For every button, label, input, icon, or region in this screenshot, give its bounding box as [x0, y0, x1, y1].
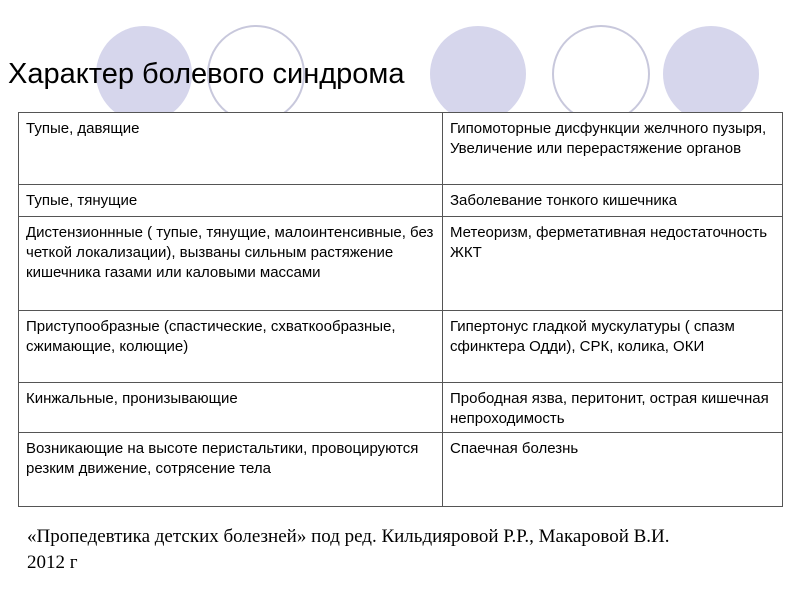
source-citation [27, 524, 670, 576]
pain-type-cell: Приступообразные (спастические, схваткообразные, сжимающие, колющие) [19, 311, 443, 383]
table-row [19, 113, 783, 185]
decor-circle-filled [663, 26, 759, 120]
table-row [19, 311, 783, 383]
table-row [19, 433, 783, 507]
decor-circle-filled [430, 26, 526, 120]
table-row [19, 217, 783, 311]
condition-cell: Гипомоторные дисфункции желчного пузыря, Увеличение или перерастяжение органов [443, 113, 783, 185]
citation-line-1: «Пропедевтика детских болезней» под ред. Кильдияровой Р.Р., Макаровой В.И. [27, 526, 670, 547]
citation-line-2: 2012 г [27, 552, 78, 573]
decor-circle-outline [553, 26, 649, 120]
pain-type-cell: Тупые, тянущие [19, 185, 443, 217]
pain-type-cell: Кинжальные, пронизывающие [19, 383, 443, 433]
pain-syndrome-table [18, 112, 783, 507]
condition-cell: Гипертонус гладкой мускулатуры ( спазм сфинктера Одди), СРК, колика, ОКИ [443, 311, 783, 383]
slide-title: Характер болевого синдрома [8, 58, 405, 90]
pain-type-cell: Тупые, давящие [19, 113, 443, 185]
table-row [19, 383, 783, 433]
condition-cell: Прободная язва, перитонит, острая кишечная непроходимость [443, 383, 783, 433]
condition-cell: Заболевание тонкого кишечника [443, 185, 783, 217]
pain-type-cell: Возникающие на высоте перистальтики, провоцируются резким движение, сотрясение тела [19, 433, 443, 507]
pain-type-cell: Дистензионнные ( тупые, тянущие, малоинтенсивные, без четкой локализации), вызваны сильным растяжение кишечника газами или каловыми массами [19, 217, 443, 311]
table-row [19, 185, 783, 217]
condition-cell: Спаечная болезнь [443, 433, 783, 507]
condition-cell: Метеоризм, ферметативная недостаточность ЖКТ [443, 217, 783, 311]
